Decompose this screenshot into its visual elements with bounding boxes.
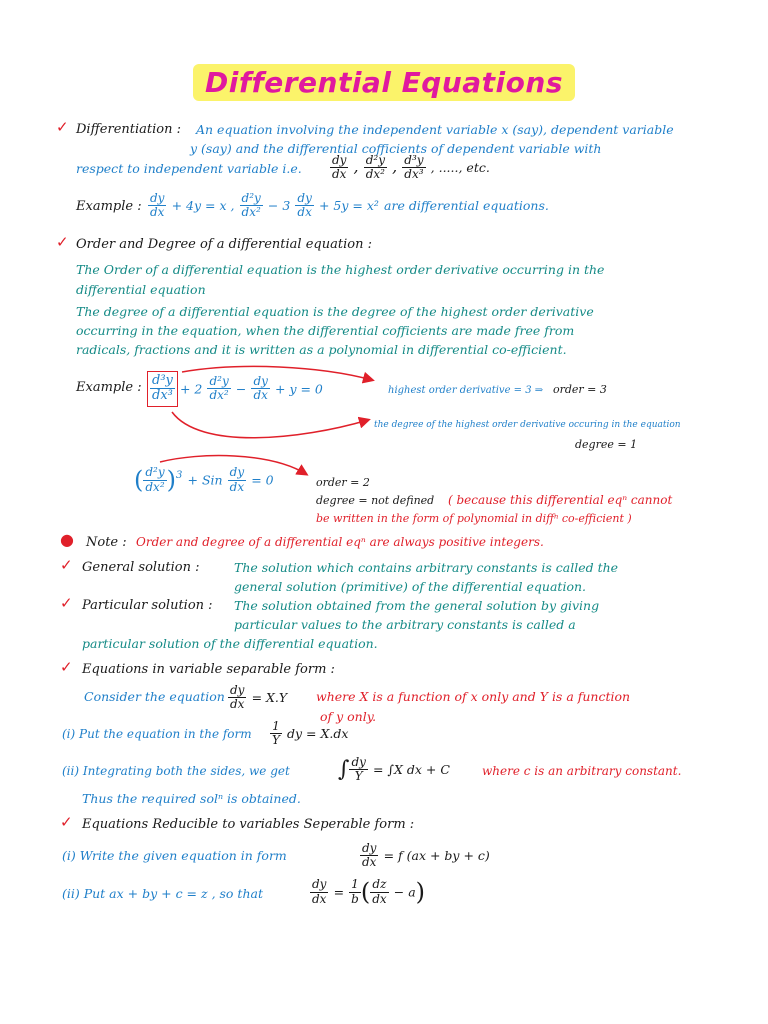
general-line-1: The solution which contains arbitrary constants is called the — [234, 560, 619, 575]
order-degree-heading: Order and Degree of a differential equation : — [76, 237, 372, 252]
reducible-step-2-eq: $\frac{dy}{dx}$ = $\frac{1}{b}$ ( $\frac{dz}{dx}$ − a) — [312, 877, 426, 906]
check-icon: ✓ — [56, 118, 69, 136]
order-result: order = 3 — [553, 383, 607, 396]
reducible-step-1-eq: $\frac{dy}{dx}$ = f (ax + by + c) — [362, 841, 490, 870]
check-icon: ✓ — [60, 594, 73, 612]
example-2-eq: $\frac{\text{d³y}}{\text{dx³}}$ + 2 $\frac{\text{d²y}}{\text{dx²}}$ − $\frac{dy}{dx}$ + y = 0 — [152, 373, 323, 404]
separable-heading: Equations in variable separable form : — [82, 662, 335, 677]
example-label-1: Example : — [76, 199, 142, 214]
reducible-heading: Equations Reducible to variables Seperable form : — [82, 817, 415, 832]
example-1-eq: $\frac{dy}{dx}$ + 4y = x , $\frac{\text{d²y}}{\text{dx²}}$ − 3 $\frac{dy}{dx}$ + 5y = x² are differential equations. — [150, 191, 549, 220]
degree-def-3: radicals, fractions and it is written as a polynomial in differential co-efficient. — [76, 342, 567, 357]
differentiation-line2: y (say) and the differential cofficients of dependent variable with — [190, 141, 602, 156]
separable-step-1-eq: $\frac{1}{Y}$ dy = X.dx — [272, 719, 349, 748]
arrow-to-order — [182, 366, 372, 380]
order-def-2: differential equation — [76, 282, 206, 297]
degree-def-2: occurring in the equation, when the differential cofficients are made free from — [76, 323, 575, 338]
ex2-reason-2: be written in the form of polynomial in diffⁿ co-efficient ) — [316, 512, 632, 525]
separable-consider: Consider the equation — [84, 689, 225, 704]
ex2-degree: degree = not defined — [316, 494, 435, 507]
particular-solution-heading: Particular solution : — [82, 598, 213, 613]
separable-where-2: of y only. — [320, 709, 377, 724]
check-icon: ✓ — [60, 658, 73, 676]
separable-step-2: (ii) Integrating both the sides, we get — [62, 764, 290, 778]
note-label: Note : — [86, 535, 127, 550]
order-def-1: The Order of a differential equation is the highest order derivative occurring in the — [76, 262, 605, 277]
ex2-reason-1: ( because this differential eqⁿ cannot — [448, 493, 673, 507]
check-icon: ✓ — [56, 233, 69, 251]
degree-note: the degree of the highest order derivative occuring in the equation — [374, 420, 681, 430]
separable-eq: $\frac{dy}{dx}$ = X.Y — [230, 683, 288, 712]
particular-line-1: The solution obtained from the general solution by giving — [234, 598, 600, 613]
separable-step-2-eq: ∫ $\frac{dy}{Y}$ = ∫X dx + C — [338, 755, 450, 784]
arrow-to-degree — [172, 412, 368, 438]
degree-def-1: The degree of a differential equation is the degree of the highest order derivative — [76, 304, 594, 319]
deriv-etc: , ....., etc. — [430, 160, 490, 176]
example-3-eq: ( $\frac{\text{d²y}}{\text{dx²}}$ )$^3$ + Sin $\frac{dy}{dx}$ = 0 — [134, 465, 274, 494]
note-text: Order and degree of a differential eqⁿ are always positive integers. — [136, 535, 544, 549]
separable-where-c: where c is an arbitrary constant. — [482, 764, 682, 778]
derivative-list: $\frac{dy}{dx}$ , $\frac{\text{d²y}}{\text{dx²}}$ , $\frac{\text{d³y}}{\text{dx³}}$ , ....., etc. — [332, 153, 490, 182]
ex2-order: order = 2 — [316, 476, 370, 489]
deriv-3: $\frac{\text{d³y}}{\text{dx³}}$ — [404, 153, 424, 182]
separable-thus: Thus the required solⁿ is obtained. — [82, 791, 301, 806]
reducible-step-2: (ii) Put ax + by + c = z , so that — [62, 886, 263, 901]
highest-derivative-box: $\frac{\text{d³y}}{\text{dx³}}$ — [152, 373, 173, 404]
deriv-2: $\frac{\text{d²y}}{\text{dx²}}$ — [365, 153, 386, 182]
particular-line-3: particular solution of the differential equation. — [82, 636, 378, 651]
particular-line-2: particular values to the arbitrary constants is called a — [234, 617, 576, 632]
check-icon: ✓ — [60, 556, 73, 574]
arrow-to-ex2 — [160, 456, 306, 474]
highest-order-note: highest order derivative = 3 ⇒ — [388, 385, 544, 396]
reducible-step-1: (i) Write the given equation in form — [62, 848, 287, 863]
separable-step-1: (i) Put the equation in the form — [62, 727, 252, 741]
differentiation-line3: respect to independent variable i.e. — [76, 161, 302, 176]
differentiation-heading: Differentiation : — [76, 122, 181, 137]
general-solution-heading: General solution : — [82, 560, 200, 575]
degree-result: degree = 1 — [575, 438, 638, 451]
separable-where-1: where X is a function of x only and Y is a function — [316, 689, 631, 704]
deriv-1: $\frac{dy}{dx}$ — [332, 153, 347, 182]
check-icon: ✓ — [60, 813, 73, 831]
example-label-2: Example : — [76, 380, 142, 395]
general-line-2: general solution (primitive) of the differential equation. — [234, 579, 587, 594]
page-title: Differential Equations — [193, 64, 575, 101]
pin-icon: ● — [60, 530, 74, 549]
differentiation-line1: An equation involving the independent variable x (say), dependent variable — [196, 122, 674, 137]
